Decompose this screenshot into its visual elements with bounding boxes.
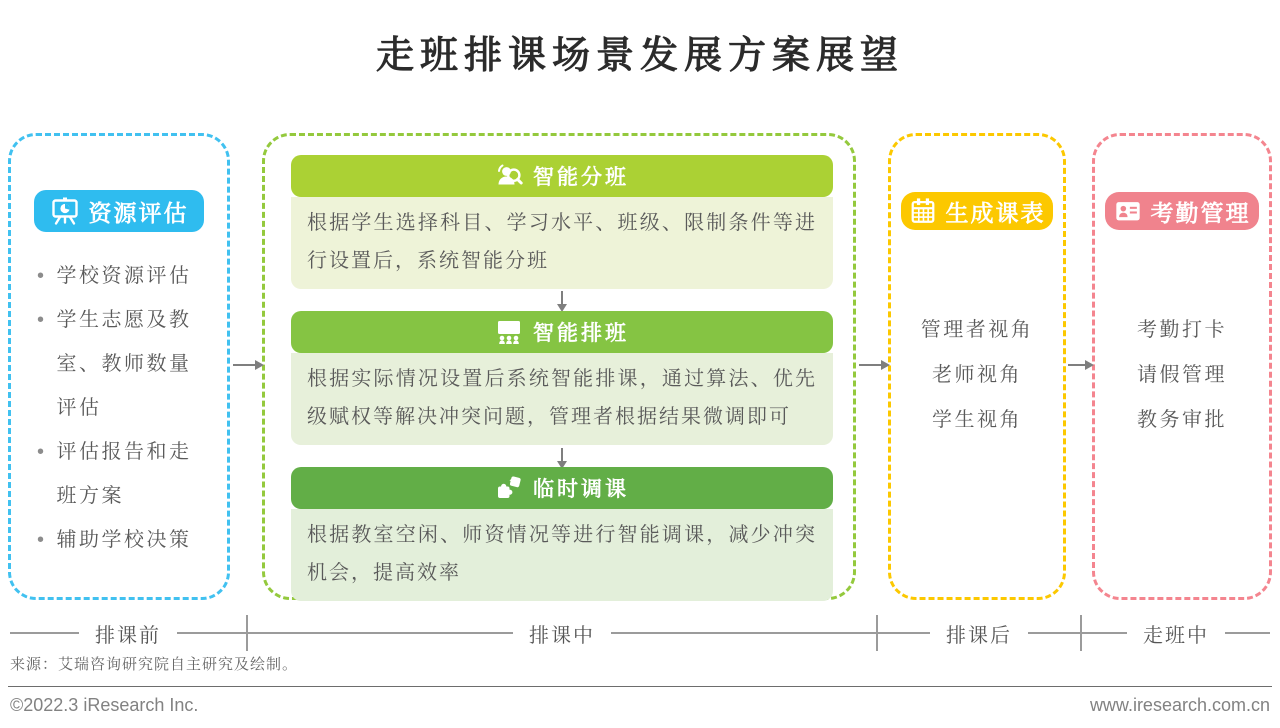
- down-arrow-icon: [561, 291, 563, 304]
- timeline-line: [1028, 632, 1080, 634]
- resource-evaluation-list: [37, 254, 207, 562]
- list-item: 教务审批: [1137, 409, 1227, 431]
- timeline-segment: [248, 619, 876, 648]
- right-arrow-icon: [859, 364, 882, 366]
- temporary-rescheduling-block: [291, 467, 833, 601]
- list-item: 老师视角: [932, 364, 1022, 386]
- list-item: • 辅助学校决策: [37, 518, 207, 562]
- timeline-label: 排课前: [95, 624, 161, 647]
- right-arrow-icon: [1068, 364, 1086, 366]
- list-item: 学生视角: [932, 409, 1022, 431]
- presentation-chart-icon: [50, 196, 80, 226]
- stage-box-resource-evaluation: [8, 133, 230, 600]
- right-arrow-icon: [233, 364, 256, 366]
- timeline-segment: [10, 619, 246, 648]
- timeline-line: [177, 632, 246, 634]
- timeline-line: [1225, 632, 1270, 634]
- calendar-icon: [909, 197, 937, 225]
- timeline-line: [10, 632, 79, 634]
- smart-class-division-title: 智能分班: [533, 166, 629, 189]
- person-search-icon: [495, 162, 523, 190]
- attendance-feature-list: [1095, 308, 1269, 443]
- resource-evaluation-badge-label: 资源评估: [88, 199, 189, 226]
- timeline-label: 排课后: [946, 624, 1012, 647]
- phase-timeline: [10, 613, 1272, 653]
- puzzle-icon: [495, 474, 523, 502]
- presentation-people-icon: [495, 318, 523, 346]
- smart-scheduling-header: [291, 311, 833, 353]
- attendance-management-badge-label: 考勤管理: [1150, 199, 1251, 226]
- resource-evaluation-badge: [34, 190, 204, 232]
- attendance-management-badge: [1105, 192, 1259, 230]
- timeline-line: [248, 632, 513, 634]
- timeline-segment: [878, 619, 1080, 648]
- stage-box-scheduling-core: [262, 133, 856, 600]
- smart-scheduling-title: 智能排班: [533, 322, 629, 345]
- footer-divider: [8, 686, 1272, 687]
- list-item: • 学生志愿及教室、教师数量评估: [37, 298, 207, 430]
- smart-class-division-body: 根据学生选择科目、学习水平、班级、限制条件等进行设置后，系统智能分班: [291, 197, 833, 289]
- copyright-text: ©2022.3 iResearch Inc.: [10, 695, 199, 715]
- timeline-segment: [1082, 619, 1270, 648]
- temporary-rescheduling-header: [291, 467, 833, 509]
- stage-box-generate-timetable: [888, 133, 1066, 600]
- down-arrow-icon: [561, 448, 563, 461]
- list-item: 考勤打卡: [1137, 319, 1227, 341]
- timeline-line: [611, 632, 876, 634]
- list-item: • 学校资源评估: [37, 254, 207, 298]
- id-badge-icon: [1114, 197, 1142, 225]
- generate-timetable-badge: [901, 192, 1053, 230]
- smart-scheduling-block: [291, 311, 833, 445]
- smart-scheduling-body: 根据实际情况设置后系统智能排课，通过算法、优先级赋权等解决冲突问题，管理者根据结果微调即可: [291, 353, 833, 445]
- smart-class-division-block: [291, 155, 833, 289]
- timetable-view-list: [891, 308, 1063, 443]
- stage-box-attendance-management: [1092, 133, 1272, 600]
- list-item: 管理者视角: [920, 319, 1034, 341]
- temporary-rescheduling-title: 临时调课: [533, 478, 629, 501]
- timeline-line: [878, 632, 930, 634]
- generate-timetable-badge-label: 生成课表: [945, 199, 1046, 226]
- timeline-line: [1082, 632, 1127, 634]
- source-note: 来源：艾瑞咨询研究院自主研究及绘制。: [10, 656, 299, 673]
- temporary-rescheduling-body: 根据教室空闲、师资情况等进行智能调课，减少冲突机会，提高效率: [291, 509, 833, 601]
- timeline-label: 走班中: [1143, 624, 1209, 647]
- smart-class-division-header: [291, 155, 833, 197]
- page-title: 走班排课场景发展方案展望: [375, 35, 904, 77]
- website-url: www.iresearch.com.cn: [1089, 695, 1270, 715]
- list-item: • 评估报告和走班方案: [37, 430, 207, 518]
- list-item: 请假管理: [1137, 364, 1227, 386]
- timeline-label: 排课中: [529, 624, 595, 647]
